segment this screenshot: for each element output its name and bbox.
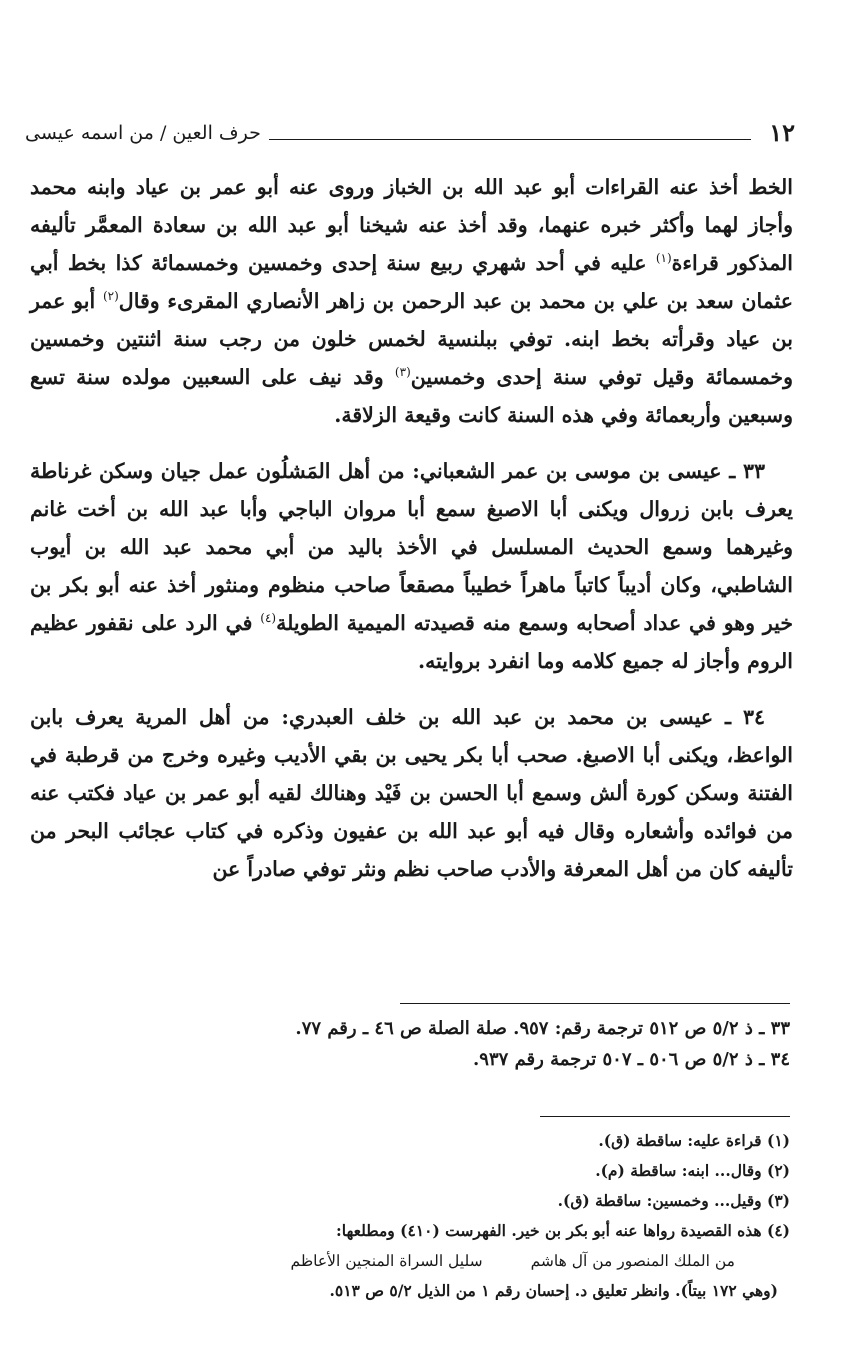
footnote-3: (٣) وقيل... وخمسين: ساقطة (ق).: [557, 1191, 790, 1210]
footnote-1: (١) قراءة عليه: ساقطة (ق).: [598, 1131, 790, 1150]
footnote-4: (٤) هذه القصيدة رواها عنه أبو بكر بن خير. الفهرست (٤١٠) ومطلعها:: [336, 1221, 790, 1240]
footnotes-block: [160, 1126, 790, 1306]
entry-34: ٣٤ ـ عيسى بن محمد بن عبد الله بن خلف العبدري: من أهل المرية يعرف بابن الواعظ، ويكنى أبا الاصبغ. صحب أبا بكر يحيى بن بقي الأديب وغيره وخرج من قرطبة في الفتنة وسكن كورة ألش وسمع أبا الحسن بن فَيْد وهنالك لقيه أبو عمر بن عياد فكتب عنه من فوائده وأشعاره وقال فيه أبو عبد الله بن عفيون وذكره في كتاب عجائب البحر من تأليفه كان من أهل المعرفة والأدب صاحب نظم ونثر توفي صادراً عن: [30, 705, 793, 881]
source-line: ٣٤ ـ ذ ٥/٢ ص ٥٠٦ ـ ٥٠٧ ترجمة رقم ٩٣٧.: [473, 1049, 790, 1070]
footnote-marker: (٢): [102, 289, 119, 304]
verse-first-hemistich: من الملك المنصور من آل هاشم: [530, 1252, 735, 1270]
entry-number: ٣٣ ـ: [729, 459, 765, 483]
paragraph-continuation: الخط أخذ عنه القراءات أبو عبد الله بن الخباز وروى عنه أبو عمر بن عياد وابنه محمد وأجاز لهما وأكثر خبره عنهما، وقد أخذ عنه شيخنا أبو عبد الله بن سعادة المعمَّر تأليفه المذكور قراءة$^{(١)}$ عليه في أحد شهري ربيع سنة إحدى وخمسين وخمسمائة كذا بخط أبي عثمان سعد بن علي بن محمد بن عبد الرحمن بن زاهر الأنصاري المقرىء وقال$^{(٢)}$ أبو عمر بن عياد وقرأته بخط ابنه. توفي ببلنسية لخمس خلون من رجب سنة اثنتين وخمسين وخمسمائة وقيل توفي سنة إحدى وخمسين$^{(٣)}$ وقد نيف على السعبين مولده سنة تسع وسبعين وأربعمائة وفي هذه السنة كانت وقيعة الزلاقة.: [30, 175, 793, 427]
footnote-marker: (١): [655, 251, 672, 266]
running-header: [25, 112, 795, 148]
footnote-2: (٢) وقال... ابنه: ساقطة (م).: [595, 1161, 790, 1180]
sources-rule: [400, 1003, 790, 1004]
sources-block: [200, 1013, 790, 1075]
entry-33: ٣٣ ـ عيسى بن موسى بن عمر الشعباني: من أهل المَشلُون عمل جيان وسكن غرناطة يعرف بابن زروال ويكنى أبا الاصبغ سمع أبا مروان الباجي وأبا عبد الله بن أخت غانم وغيرهما وسمع الحديث المسلسل في الأخذ باليد من أبي محمد عبد الله بن أيوب الشاطبي، وكان أديباً كاتباً ماهراً خطيباً مصقعاً صاحب منظوم ومنثور أخذ عنه أبو بكر بن خير وهو في عداد أصحابه وسمع منه قصيدته الميمية الطويلة$^{(٤)}$ في الرد على نقفور عظيم الروم وأجاز له جميع كلامه وما انفرد بروايته.: [30, 459, 793, 673]
footnotes-rule: [540, 1116, 790, 1117]
verse-line: [160, 1246, 735, 1276]
page-number: ١٢: [769, 118, 795, 147]
footnote-4-tail: (وهي ١٧٢ بيتاً). وانظر تعليق د. إحسان رقم ١ من الذيل ٥/٢ ص ٥١٣.: [329, 1281, 778, 1300]
source-line: ٣٣ ـ ذ ٥/٢ ص ٥١٢ ترجمة رقم: ٩٥٧. صلة الصلة ص ٤٦ ـ رقم ٧٧.: [295, 1018, 790, 1039]
footnote-marker: (٣): [394, 365, 411, 380]
main-text: [30, 168, 793, 906]
header-rule: [269, 139, 751, 140]
entry-number: ٣٤ ـ: [725, 705, 765, 729]
verse-second-hemistich: سليل السراة المنجين الأعاظم: [290, 1252, 483, 1270]
footnote-marker: (٤): [260, 611, 277, 626]
section-title: حرف العين / من اسمه عيسى: [25, 122, 261, 144]
